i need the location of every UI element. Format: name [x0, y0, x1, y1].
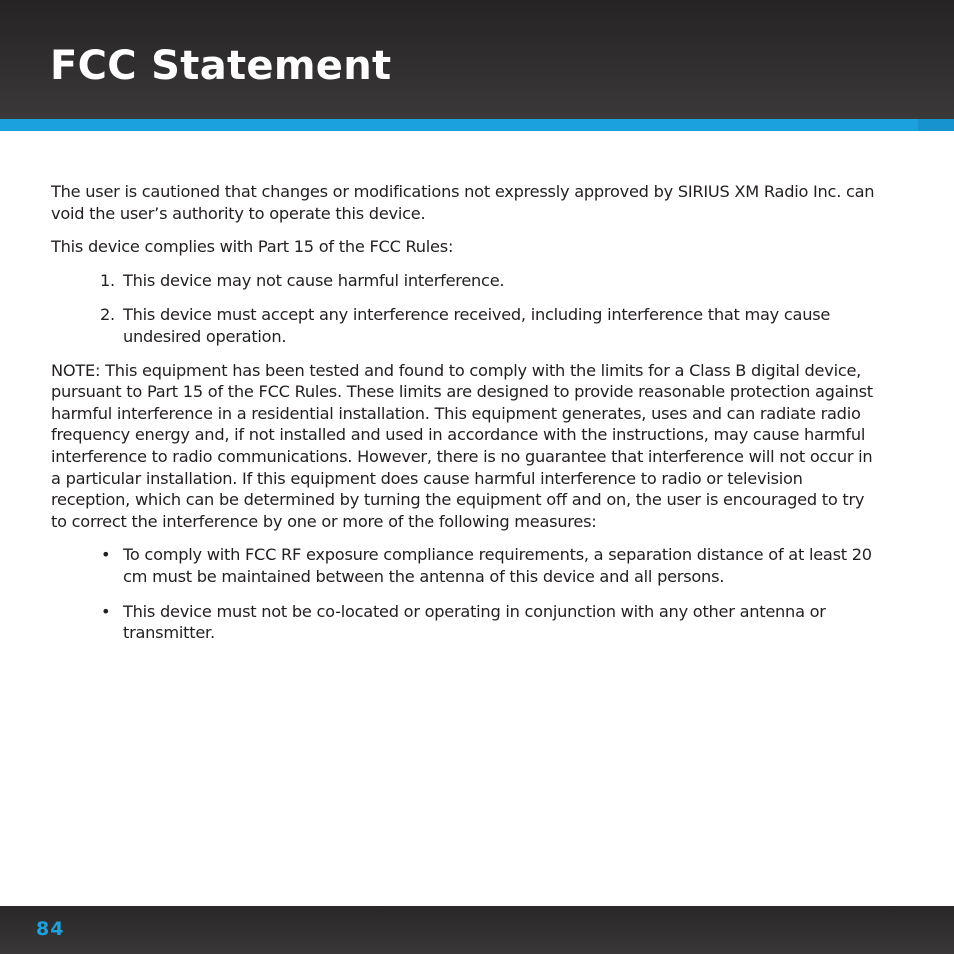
page-title: FCC Statement [50, 43, 392, 89]
list-item-text: This device must accept any interference received, including interference that may cause undesired operation. [123, 305, 831, 346]
rules-list [51, 270, 881, 348]
measures-list [51, 544, 881, 643]
list-number: 2. [100, 305, 115, 325]
compliance-paragraph: This device complies with Part 15 of the FCC Rules: [51, 237, 454, 257]
intro-paragraph: The user is cautioned that changes or modifications not expressly approved by SIRIUS XM Radio Inc. can void the user’s authority to operate this device. [51, 182, 875, 223]
footer-bar [0, 906, 954, 954]
list-item [51, 544, 881, 587]
list-item [51, 270, 881, 292]
list-item [51, 601, 881, 644]
bullet-icon: • [101, 601, 111, 621]
list-item-text: To comply with FCC RF exposure compliance requirements, a separation distance of at least 20 cm must be maintained between the antenna of this device and all persons. [123, 545, 872, 586]
note-paragraph: NOTE: This equipment has been tested and found to comply with the limits for a Class B digital device, pursuant to Part 15 of the FCC Rules. These limits are designed to provide reasonable protection against harmful interference in a residential installation. This equipment generates, uses and can radiate radio frequency energy and, if not installed and used in accordance with the instructions, may cause harmful interference to radio communications. However, there is no guarantee that interference will not occur in a particular installation. If this equipment does cause harmful interference to radio or television reception, which can be determined by turning the equipment off and on, the user is encouraged to try to correct the interference by one or more of the following measures: [51, 360, 873, 531]
list-item [51, 304, 881, 347]
page-number: 84 [36, 918, 65, 940]
accent-bar [0, 119, 954, 131]
list-item-text: This device must not be co-located or operating in conjunction with any other antenna or transmitter. [123, 601, 826, 643]
list-number: 1. [100, 270, 115, 290]
list-item-text: This device may not cause harmful interference. [123, 270, 505, 290]
bullet-icon: • [101, 545, 111, 565]
header-bar [0, 0, 954, 119]
content-body [51, 181, 881, 656]
